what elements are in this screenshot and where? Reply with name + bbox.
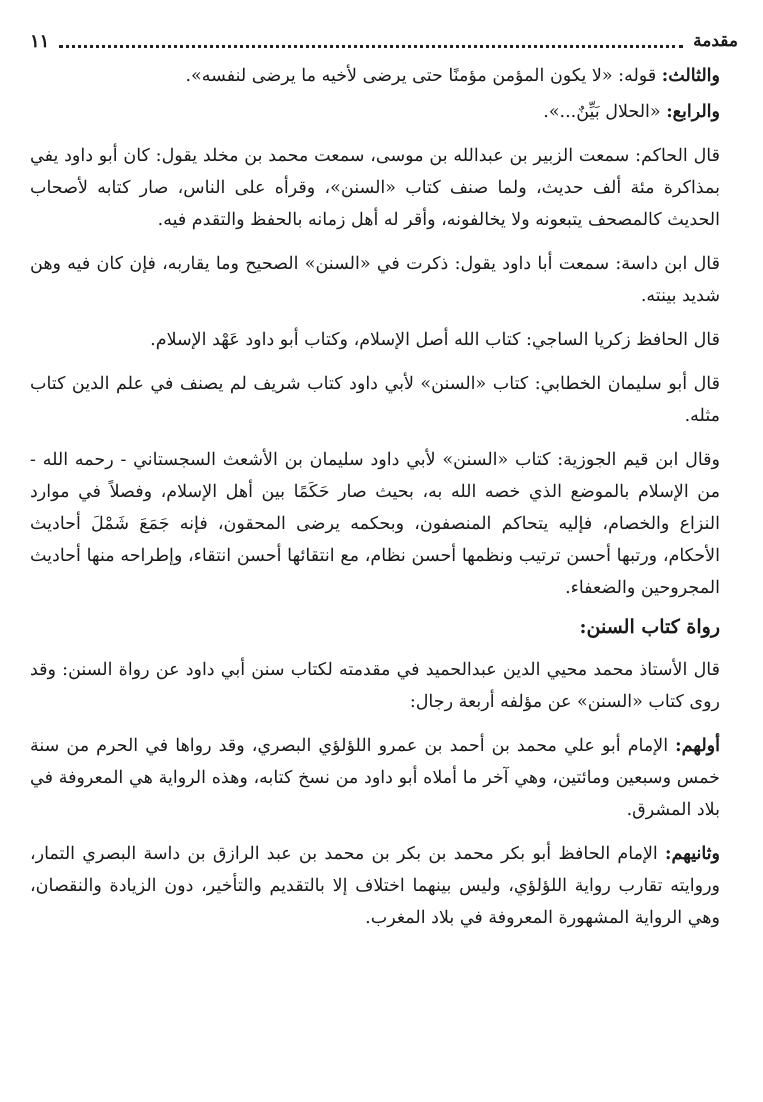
paragraph-khattabi — [30, 368, 720, 432]
section-heading: رواة كتاب السنن: — [579, 616, 720, 638]
paragraph-third — [30, 60, 720, 92]
paragraph-text: الإمام أبو علي محمد بن أحمد بن عمرو اللؤلؤي البصري، وقد رواها في الحرم من سنة خمس وسبعين ومائتين، وهي آخر ما أملاه أبو داود من نسخ كتابه، وهذه الرواية هي المعروفة في بلاد المشرق. — [30, 736, 720, 820]
paragraph-ibn-qayyim — [30, 444, 720, 604]
paragraph-saji — [30, 324, 720, 356]
paragraph-text: قال أبو سليمان الخطابي: كتاب «السنن» لأبي داود كتاب شريف لم يصنف في علم الدين كتاب مثله. — [30, 374, 720, 426]
paragraph-lead: أولهم: — [675, 736, 720, 756]
paragraph-hakim — [30, 140, 720, 236]
paragraph-ibn-dasa — [30, 248, 720, 312]
paragraph-lead: والرابع: — [666, 102, 720, 122]
paragraph-lead: والثالث: — [661, 66, 720, 86]
paragraph-text: قال الحافظ زكريا الساجي: كتاب الله أصل الإسلام، وكتاب أبو داود عَهْد الإسلام. — [150, 330, 720, 350]
paragraph-text: الإمام الحافظ أبو بكر محمد بن بكر بن محمد بن عبد الرازق بن داسة البصري التمار، وروايته تقارب رواية اللؤلؤي، وليس بينهما اختلاف إلا بالتقديم والتأخير، دون الزيادة والنقصان، وهي الرواية المشهورة المعروفة في بلاد المغرب. — [30, 844, 720, 928]
paragraph-text: قوله: «لا يكون المؤمن مؤمنًا حتى يرضى لأخيه ما يرضى لنفسه». — [185, 66, 662, 86]
paragraph-muhyi-aldin — [30, 654, 720, 718]
running-header — [30, 26, 738, 56]
paragraph-first-narrator — [30, 730, 720, 826]
header-title: مقدمة — [693, 31, 738, 51]
paragraph-lead: وثانيهم: — [665, 844, 720, 864]
paragraph-text: قال ابن داسة: سمعت أبا داود يقول: ذكرت في «السنن» الصحيح وما يقاربه، فإن كان فيه وهن شديد بينته. — [30, 254, 720, 306]
paragraph-text: قال الأستاذ محمد محيي الدين عبدالحميد في مقدمته لكتاب سنن أبي داود عن رواة السنن: وقد روى كتاب «السنن» عن مؤلفه أربعة رجال: — [30, 660, 720, 712]
page-number: ١١ — [30, 30, 50, 52]
paragraph-text: قال الحاكم: سمعت الزبير بن عبدالله بن موسى، سمعت محمد بن مخلد يقول: كان أبو داود يفي بمذاكرة مئة ألف حديث، ولما صنف كتاب «السنن»، وقرأه على الناس، صار كتابه لأصحاب الحديث كالمصحف يتبعونه ولا يخالفونه، وأقر له أهل زمانه بالحفظ والتقدم فيه. — [30, 146, 720, 230]
paragraph-second-narrator — [30, 838, 720, 934]
header-leader-dots — [59, 45, 683, 48]
paragraph-text: وقال ابن قيم الجوزية: كتاب «السنن» لأبي داود سليمان بن الأشعث السجستاني - رحمه الله - من الإسلام بالموضع الذي خصه الله به، بحيث صار حَكَمًا بين أهل الإسلام، وفصلاً في موارد النزاع والخصام، فإليه يتحاكم المنصفون، وبحكمه يرضى المحقون، فإنه جَمَعَ شَمْلَ أحاديث الأحكام، ورتبها أحسن ترتيب ونظمها أحسن نظام، مع انتقائها أحسن انتقاء، وإطراحه منها أحاديث المجروحين والضعفاء. — [30, 450, 720, 598]
paragraph-fourth — [30, 96, 720, 128]
paragraph-text: «الحلال بَيِّنٌ...». — [543, 102, 667, 122]
book-page — [30, 26, 738, 1086]
